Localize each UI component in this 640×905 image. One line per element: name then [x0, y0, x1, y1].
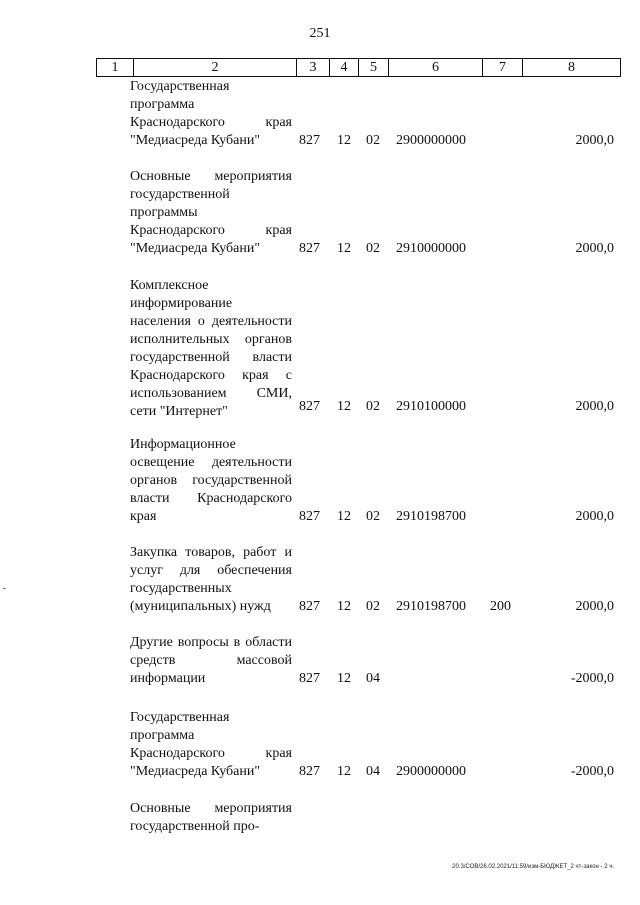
header-col-5: 5 [359, 59, 389, 77]
row-tsel: 2910000000 [396, 241, 466, 256]
row-sum: 2000,0 [575, 399, 614, 414]
row-vedomstvo: 827 [299, 399, 320, 414]
row-name: Основные мероприятия государственной про- [130, 801, 292, 834]
header-col-1: 1 [97, 59, 134, 77]
row-vedomstvo: 827 [299, 241, 320, 256]
row-tsel: 2900000000 [396, 764, 466, 779]
row-tsel: 2910100000 [396, 399, 466, 414]
header-col-7: 7 [483, 59, 523, 77]
document-footer-code: 20.3/СОВ/26.02.2021/11:59/изм-БЮДЖЕТ_2 чт-закон - 2 ч. [452, 864, 614, 870]
row-name: Государственная программа Краснодарского края "Медиасреда Кубани" [130, 710, 292, 779]
row-tsel: 2910198700 [396, 599, 466, 614]
header-col-3: 3 [297, 59, 330, 77]
row-name: Комплексное информирование населения о деятельности исполнительных органов государственной власти Краснодарского края с использованием СМИ, сети "Интернет" [130, 278, 292, 419]
row-podrazdel: 04 [366, 671, 380, 686]
row-tsel: 2910198700 [396, 509, 466, 524]
row-vedomstvo: 827 [299, 671, 320, 686]
row-razdel: 12 [337, 509, 351, 524]
row-sum: -2000,0 [570, 764, 614, 779]
column-header-row [96, 58, 621, 77]
row-razdel: 12 [337, 399, 351, 414]
row-podrazdel: 02 [366, 509, 380, 524]
row-razdel: 12 [337, 599, 351, 614]
row-vid: 200 [490, 599, 511, 614]
row-name: Другие вопросы в области средств массовой информации [130, 635, 292, 686]
row-podrazdel: 02 [366, 599, 380, 614]
row-name: Основные мероприятия государственной программы Краснодарского края "Медиасреда Кубани" [130, 169, 292, 256]
row-name: Информационное освещение деятельности органов государственной власти Краснодарского края [130, 437, 292, 524]
row-razdel: 12 [337, 133, 351, 148]
page-number: 251 [309, 26, 331, 41]
header-col-8: 8 [523, 59, 621, 77]
row-sum: 2000,0 [575, 509, 614, 524]
header-col-2: 2 [134, 59, 297, 77]
row-vedomstvo: 827 [299, 133, 320, 148]
margin-tick [3, 588, 6, 589]
row-razdel: 12 [337, 671, 351, 686]
row-sum: 2000,0 [575, 241, 614, 256]
row-podrazdel: 04 [366, 764, 380, 779]
row-vedomstvo: 827 [299, 599, 320, 614]
row-podrazdel: 02 [366, 241, 380, 256]
row-podrazdel: 02 [366, 133, 380, 148]
row-razdel: 12 [337, 241, 351, 256]
row-sum: 2000,0 [575, 599, 614, 614]
row-name: Государственная программа Краснодарского края "Медиасреда Кубани" [130, 79, 292, 148]
row-sum: -2000,0 [570, 671, 614, 686]
row-name: Закупка товаров, работ и услуг для обеспечения государственных (муниципальных) нужд [130, 545, 292, 614]
row-razdel: 12 [337, 764, 351, 779]
row-vedomstvo: 827 [299, 764, 320, 779]
row-podrazdel: 02 [366, 399, 380, 414]
row-tsel: 2900000000 [396, 133, 466, 148]
row-vedomstvo: 827 [299, 509, 320, 524]
header-col-4: 4 [330, 59, 359, 77]
row-sum: 2000,0 [575, 133, 614, 148]
header-col-6: 6 [389, 59, 483, 77]
